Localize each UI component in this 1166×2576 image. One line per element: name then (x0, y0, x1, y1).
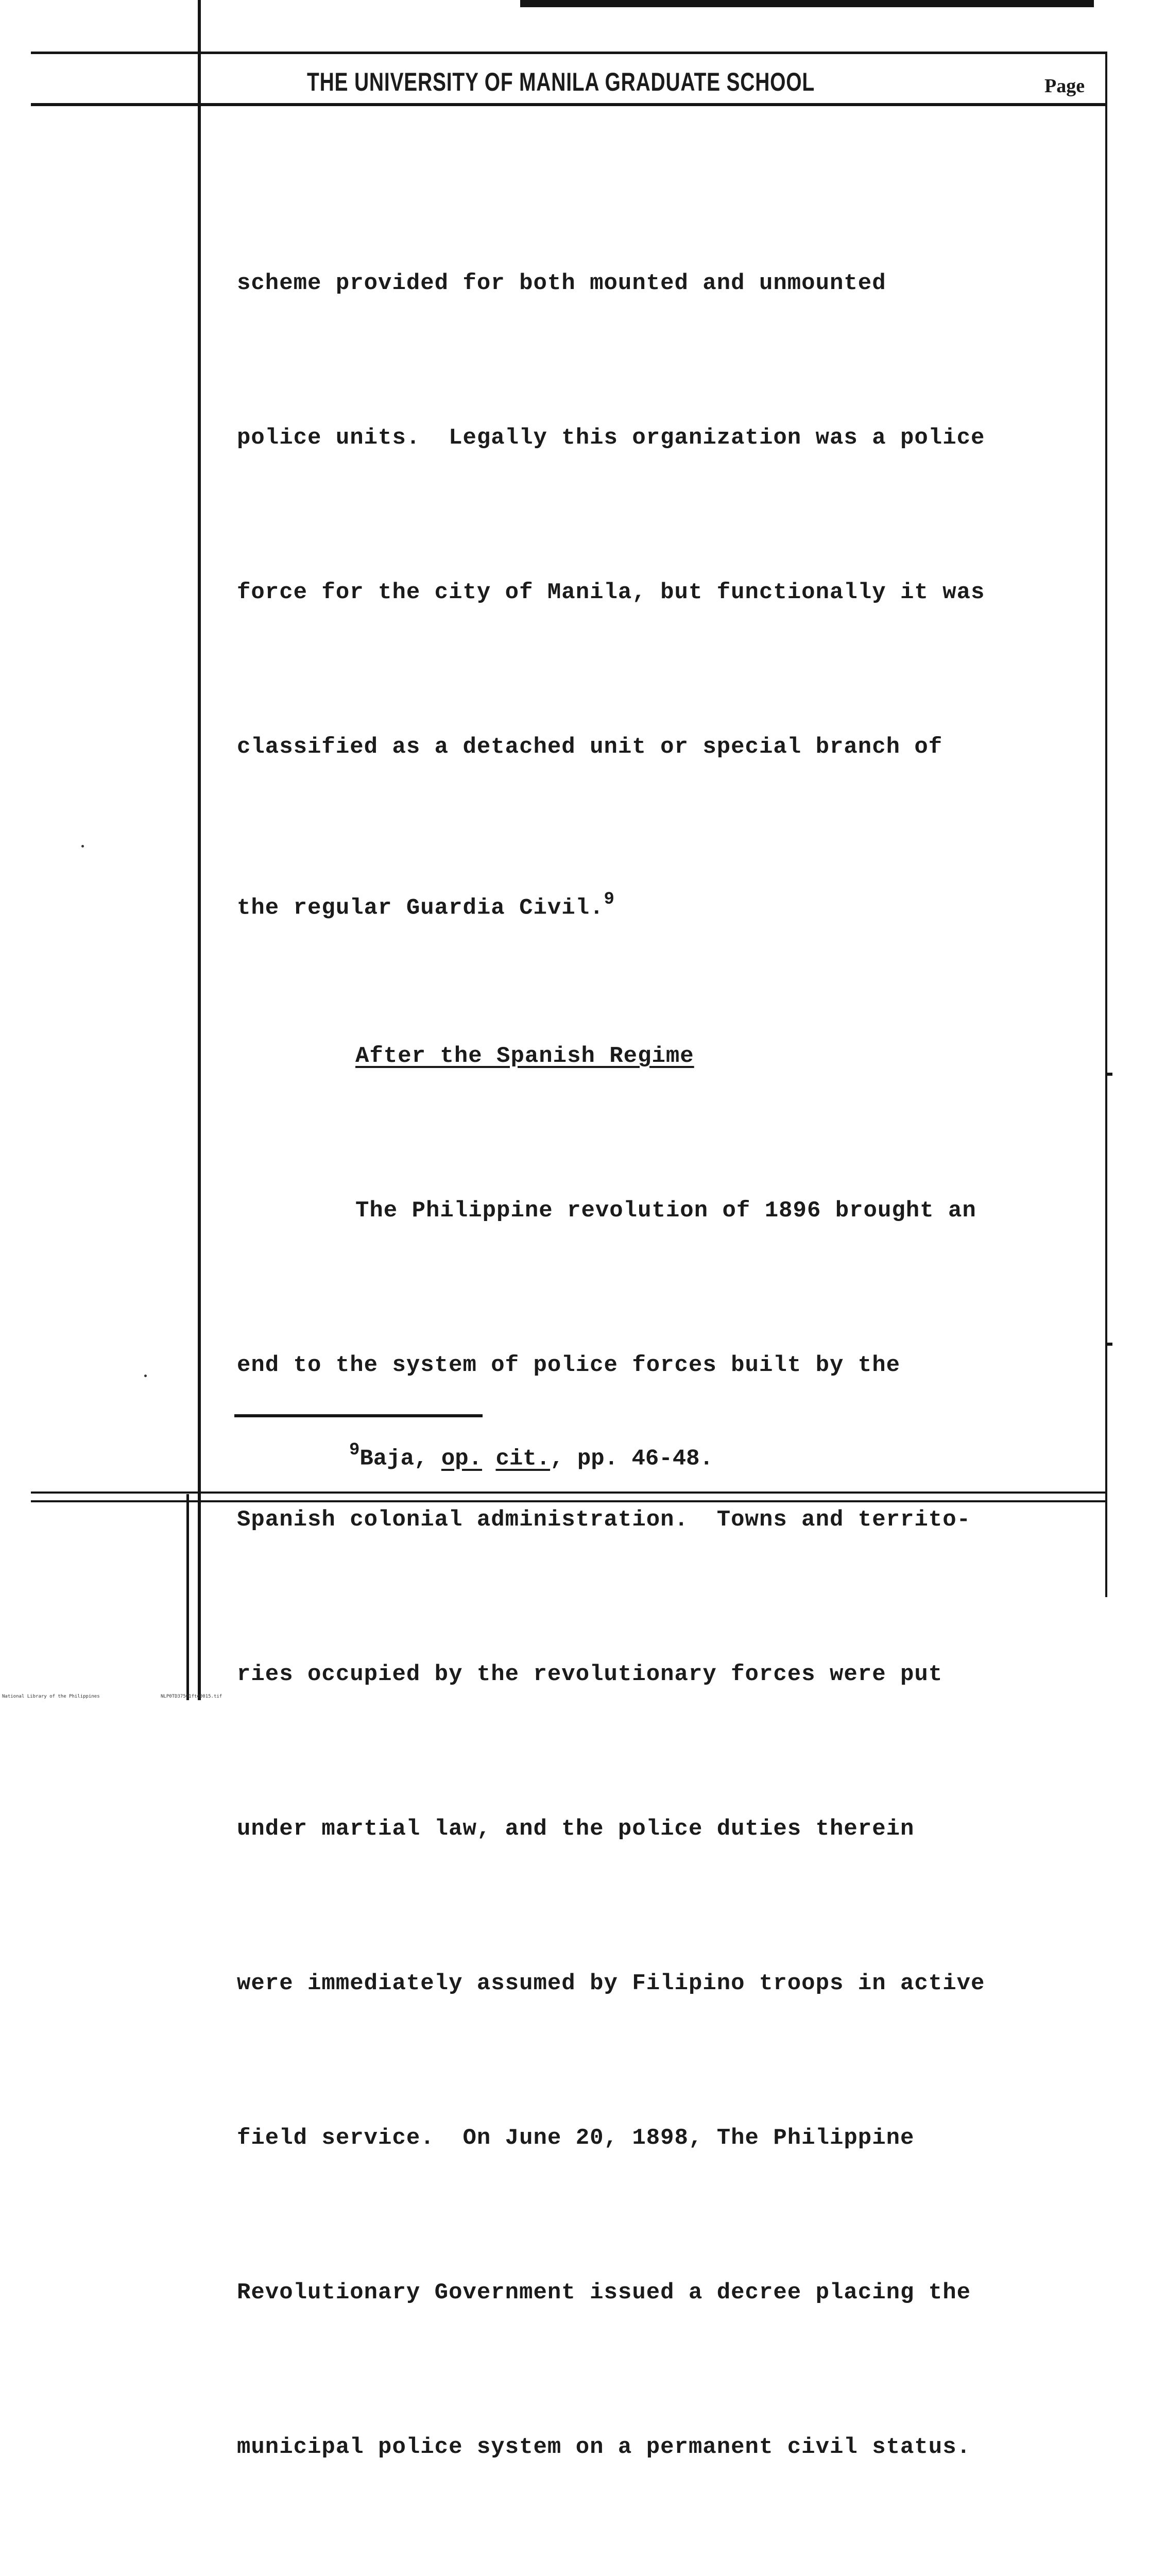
section-heading-text: After the Spanish Regime (355, 1043, 694, 1069)
text-line: end to the system of police forces built by the (237, 1352, 901, 1378)
letterhead-title: THE UNIVERSITY OF MANILA GRADUATE SCHOOL (307, 67, 815, 96)
right-margin-rule (1105, 52, 1107, 1597)
text-fragment: the regular Guardia Civil. (237, 895, 604, 921)
margin-tick (1107, 1343, 1112, 1346)
footnote-cit: cit. (495, 1446, 551, 1472)
text-line: Spanish colonial administration. Towns and territo- (237, 1507, 971, 1533)
footnote-number: 9 (349, 1440, 360, 1460)
footnote (349, 1440, 713, 1472)
text-line: field service. On June 20, 1898, The Philippine (237, 2125, 915, 2151)
header-bottom-rule (31, 103, 1107, 106)
scan-speck (81, 845, 84, 848)
top-border-rule (520, 0, 1094, 7)
scan-library-label: National Library of the Philippines (2, 1694, 100, 1699)
text-line: Revolutionary Government issued a decree placing the (237, 2280, 971, 2306)
body-text (237, 155, 1102, 2576)
text-line: ries occupied by the revolutionary forces were put (237, 1662, 943, 1687)
text-line: under martial law, and the police duties therein (237, 1816, 915, 1842)
left-margin-rule (198, 0, 201, 1700)
text-line (237, 1185, 1102, 1236)
scan-speck (144, 1375, 147, 1377)
scan-file-label: NLP0TD37501ftd0015.tif (161, 1694, 222, 1699)
text-line: police units. Legally this organization was a police (237, 425, 985, 451)
margin-tick (1107, 1073, 1112, 1076)
footnote-separator (234, 1414, 483, 1417)
text-line: scheme provided for both mounted and unmounted (237, 270, 886, 296)
left-margin-rule-lower (186, 1494, 189, 1700)
text-line: were immediately assumed by Filipino troops in active (237, 1971, 985, 1996)
text-line: force for the city of Manila, but functionally it was (237, 580, 985, 605)
text-line: classified as a detached unit or special branch of (237, 734, 943, 760)
page-label: Page (1044, 75, 1085, 97)
text-line-with-footnote-ref (237, 876, 1102, 927)
footnote-op: op. (441, 1446, 483, 1472)
text-line: municipal police system on a permanent civil status. (237, 2434, 971, 2460)
footnote-reference: 9 (604, 890, 615, 909)
text-fragment: The Philippine revolution of 1896 brought an (355, 1198, 976, 1224)
section-heading (237, 1030, 1102, 1082)
footnote-pages: , pp. 46-48. (550, 1446, 713, 1472)
footnote-author: Baja, (359, 1446, 441, 1472)
header-top-rule (31, 52, 1107, 54)
